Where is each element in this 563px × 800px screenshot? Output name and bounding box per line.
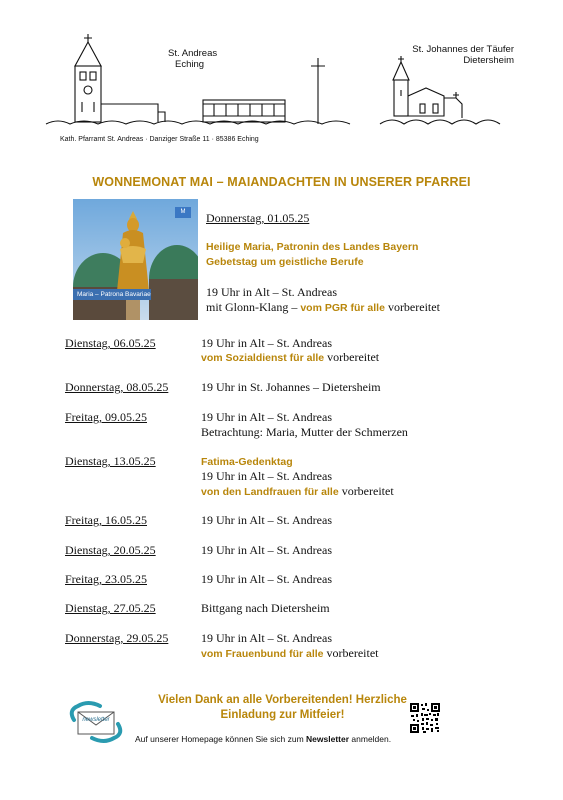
event-date: Dienstag, 20.05.25 [65, 543, 156, 557]
event-description: Betrachtung: Maria, Mutter der Schmerzen [201, 425, 408, 439]
event-date: Freitag, 16.05.25 [65, 513, 147, 527]
patrona-bavariae-image [73, 199, 198, 320]
event-note-first [206, 300, 440, 316]
event-note-text: mit Glonn-Klang – [206, 300, 301, 314]
left-parish-line1: St. Andreas [168, 48, 218, 59]
event-date: Freitag, 23.05.25 [65, 572, 147, 586]
event-highlight-1: Heilige Maria, Patronin des Landes Bayern [206, 241, 419, 253]
event-date: Dienstag, 13.05.25 [65, 454, 156, 468]
newsletter-icon[interactable] [64, 700, 128, 744]
event-time-place: 19 Uhr in Alt – St. Andreas [201, 469, 332, 483]
newsletter-link[interactable]: Newsletter [306, 734, 350, 744]
thanks-line2: Einladung zur Mitfeier! [220, 709, 345, 721]
thanks-message [120, 693, 445, 723]
event-date: Dienstag, 27.05.25 [65, 601, 156, 615]
parish-address: Kath. Pfarramt St. Andreas · Danziger Straße 11 · 85386 Eching [60, 136, 259, 143]
event-time-place: 19 Uhr in Alt – St. Andreas [201, 513, 332, 527]
event-time-place: 19 Uhr in St. Johannes – Dietersheim [201, 380, 381, 394]
qr-code[interactable] [409, 702, 441, 734]
newsletter-note-text: Auf unserer Homepage können Sie sich zum [135, 734, 307, 744]
event-date-first: Donnerstag, 01.05.25 [206, 211, 310, 225]
page-title: WONNEMONAT MAI – MAIANDACHTEN IN UNSERER PFARREI [92, 175, 471, 189]
event-organizer-suffix: vorbereitet [324, 350, 380, 364]
event-time-place-first: 19 Uhr in Alt – St. Andreas [206, 285, 337, 299]
event-organizer [201, 646, 379, 662]
right-parish-line1: St. Johannes der Täufer [412, 44, 514, 55]
event-date: Dienstag, 06.05.25 [65, 336, 156, 350]
event-time-place: 19 Uhr in Alt – St. Andreas [201, 572, 332, 586]
event-date: Donnerstag, 29.05.25 [65, 631, 169, 645]
event-time-place: 19 Uhr in Alt – St. Andreas [201, 631, 332, 645]
event-time-place: 19 Uhr in Alt – St. Andreas [201, 336, 332, 350]
event-time-place: 19 Uhr in Alt – St. Andreas [201, 410, 332, 424]
left-parish-name [168, 48, 217, 70]
newsletter-note-suffix: anmelden. [349, 734, 392, 744]
newsletter-note [135, 734, 391, 744]
event-organizer-name: von den Landfrauen für alle [201, 486, 339, 498]
event-organizer-suffix: vorbereitet [323, 646, 379, 660]
event-time-place: 19 Uhr in Alt – St. Andreas [201, 543, 332, 557]
event-organizer-name: vom Frauenbund für alle [201, 648, 324, 660]
event-organizer-name: vom Sozialdienst für alle [201, 352, 325, 364]
event-date: Freitag, 09.05.25 [65, 410, 147, 424]
right-parish-name [382, 44, 514, 66]
event-highlight-2: Gebetstag um geistliche Berufe [206, 256, 364, 268]
hero-logo-badge: M [175, 207, 191, 218]
thanks-line1: Vielen Dank an alle Vorbereitenden! Herzliche [158, 694, 407, 706]
header-church-drawing [0, 0, 563, 140]
event-date: Donnerstag, 08.05.25 [65, 380, 169, 394]
event-feast: Fatima-Gedenktag [201, 456, 293, 468]
left-parish-line2: Eching [175, 59, 205, 70]
event-organizer-suffix: vorbereitet [338, 484, 394, 498]
right-parish-line2: Dietersheim [463, 55, 514, 66]
event-time-place: Bittgang nach Dietersheim [201, 601, 330, 615]
event-note-organizer: vom PGR für alle [300, 302, 385, 314]
event-organizer [201, 484, 394, 500]
event-organizer [201, 350, 379, 366]
hero-caption: Maria – Patrona Bavariae [73, 289, 151, 300]
newsletter-badge-text: newsletter [82, 717, 110, 723]
event-note-suffix: vorbereitet [384, 300, 440, 314]
